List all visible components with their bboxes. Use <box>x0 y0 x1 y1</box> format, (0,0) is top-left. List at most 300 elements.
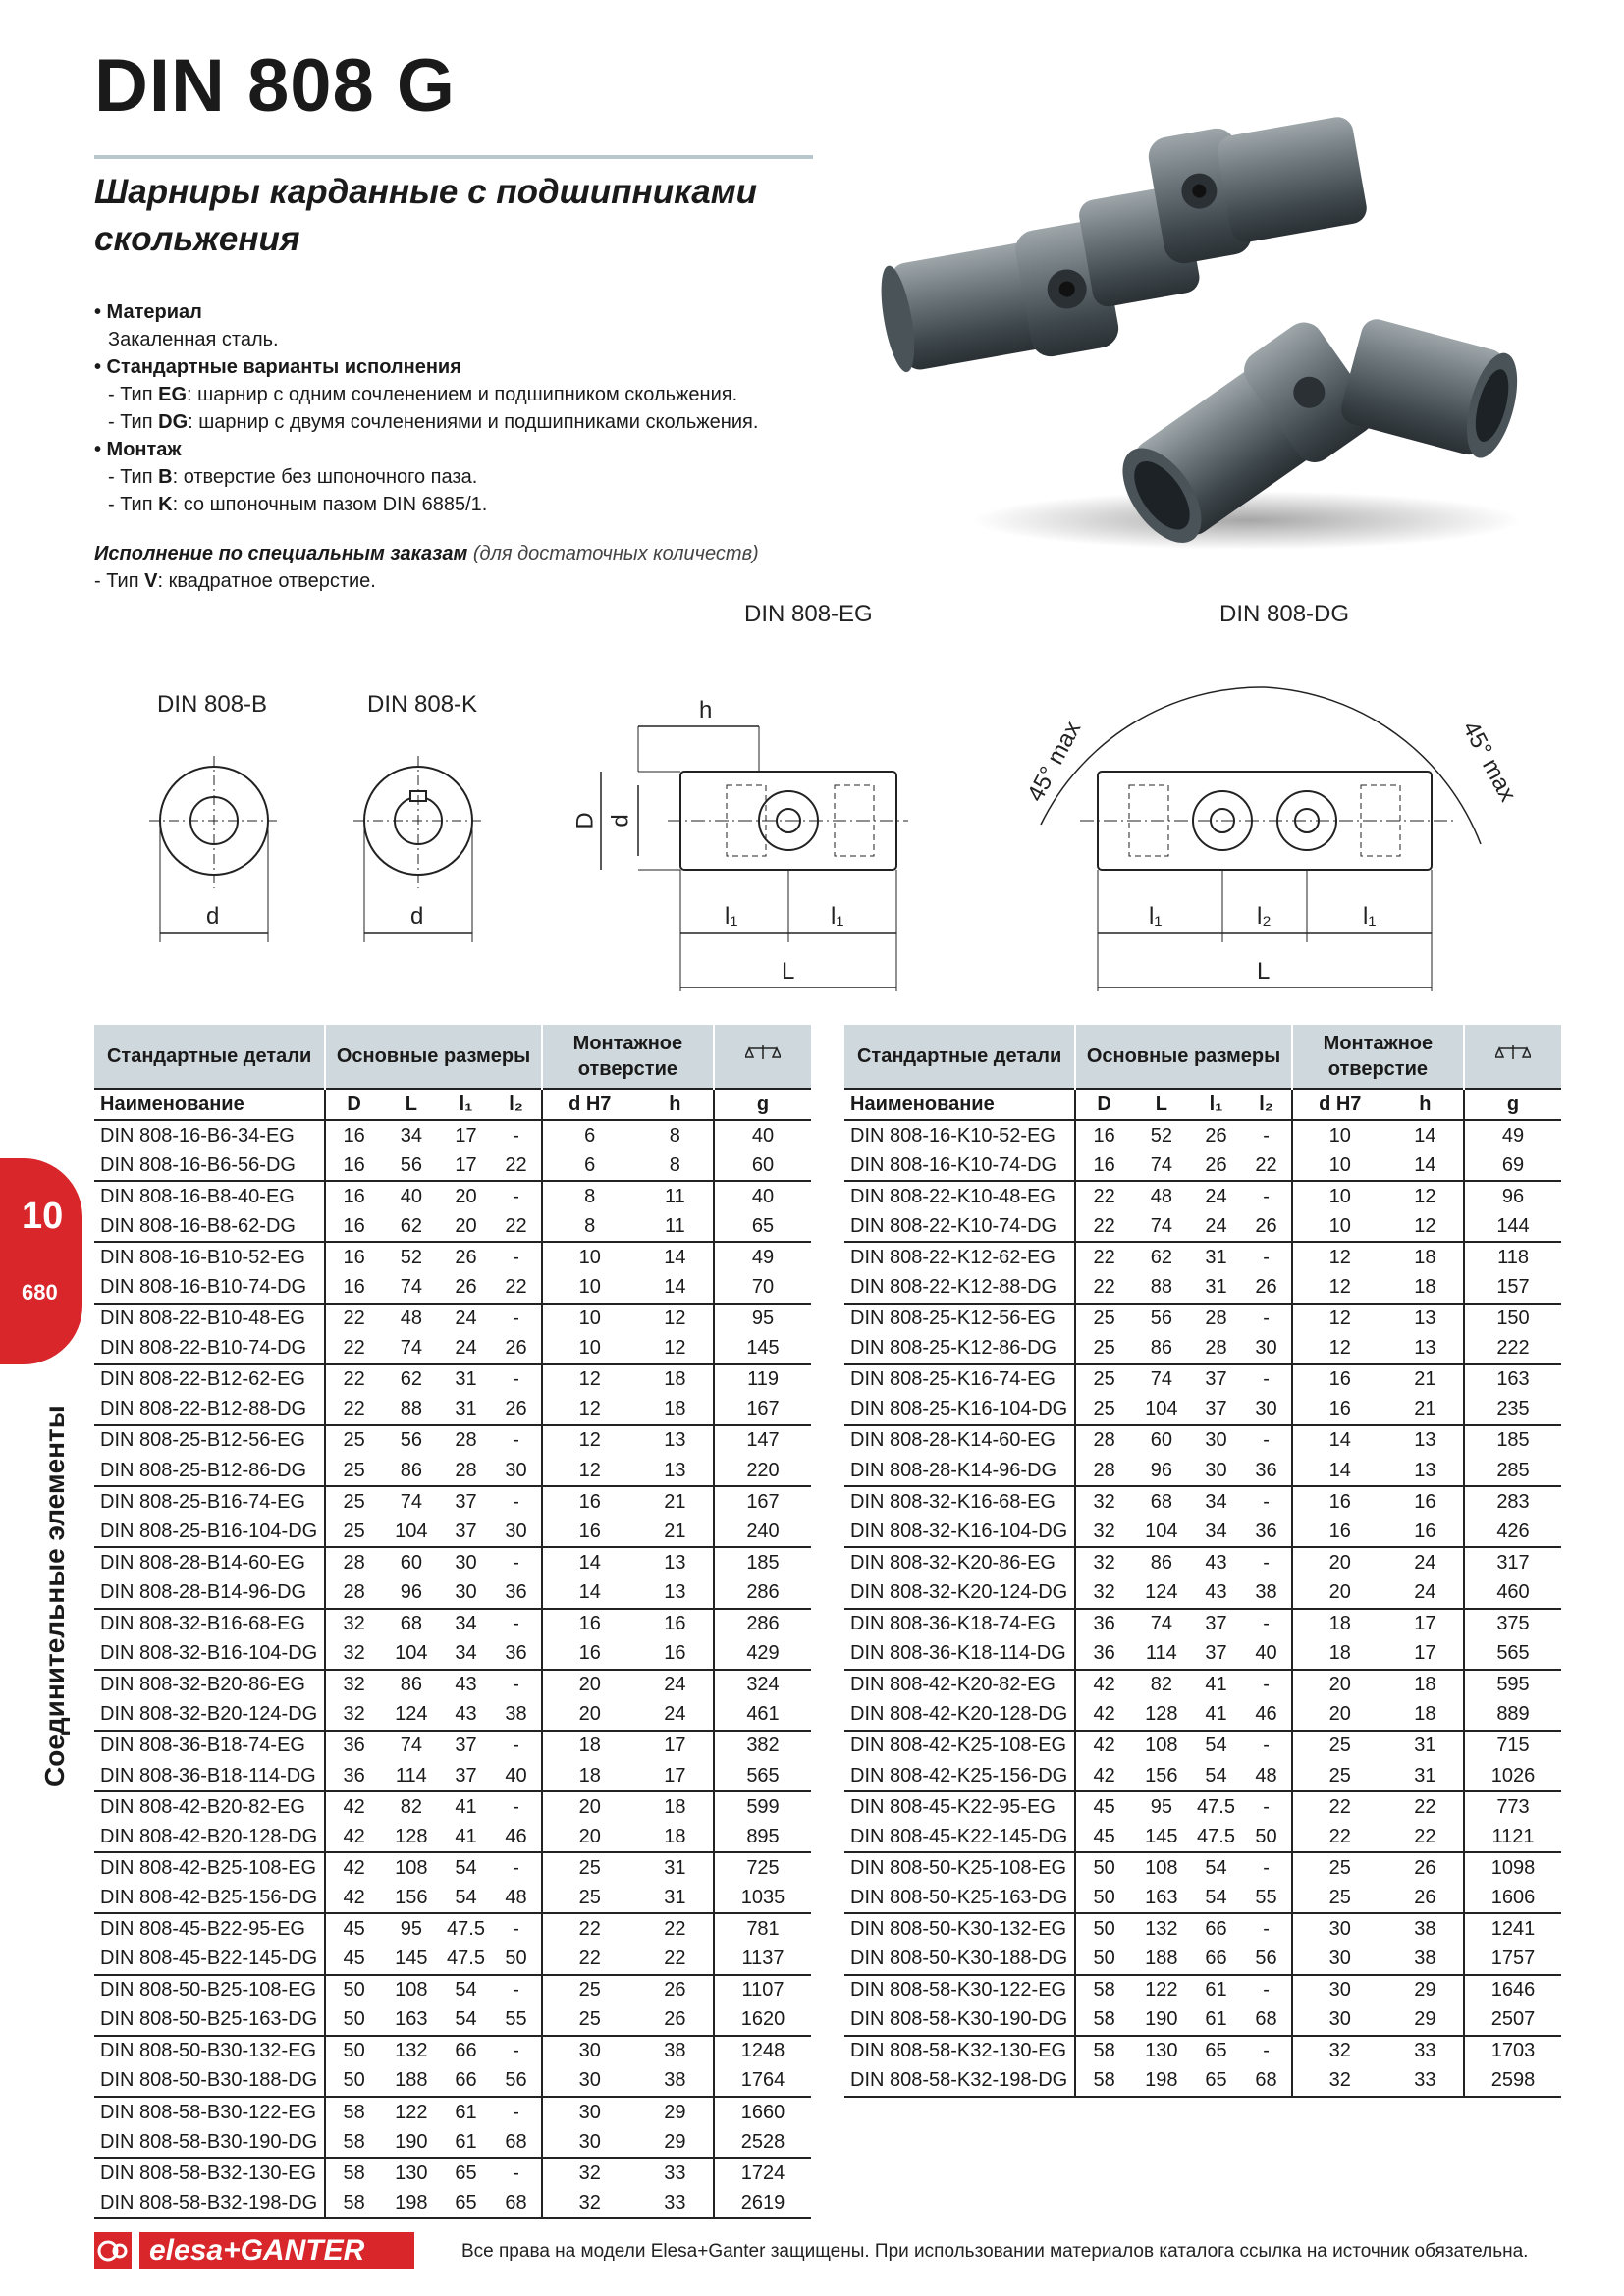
special-note: (для достаточных количеств) <box>472 543 759 564</box>
value-cell: 38 <box>1241 1577 1292 1608</box>
value-cell: 25 <box>1075 1364 1132 1395</box>
value-cell: 1646 <box>1464 1975 1561 2005</box>
value-cell: 461 <box>714 1700 811 1731</box>
value-cell: 10 <box>1292 1181 1387 1211</box>
value-cell: 34 <box>455 1613 477 1635</box>
table-row <box>844 1945 1561 1975</box>
part-name-cell: DIN 808-58-B30-122-EG <box>100 2101 317 2123</box>
table-row <box>844 1456 1561 1486</box>
value-cell: 46 <box>491 1822 542 1852</box>
value-cell: 56 <box>491 2066 542 2097</box>
value-cell: 188 <box>1132 1945 1191 1975</box>
value-cell: 28 <box>1075 1425 1132 1456</box>
value-cell: 86 <box>1150 1551 1172 1574</box>
value-cell: 50 <box>325 1975 382 2005</box>
table-row <box>94 1609 811 1639</box>
value-cell: 1703 <box>1464 2036 1561 2066</box>
value-cell: 48 <box>400 1308 422 1330</box>
value-cell: 37 <box>1205 1368 1227 1391</box>
value-cell: 82 <box>1150 1674 1172 1696</box>
part-name-cell: DIN 808-42-K20-128-DG <box>844 1700 1075 1731</box>
table-row <box>844 1852 1561 1883</box>
value-cell: 30 <box>1292 1913 1387 1944</box>
value-cell: 42 <box>325 1791 382 1822</box>
part-name-cell: DIN 808-42-K20-82-EG <box>850 1674 1056 1696</box>
value-cell: 13 <box>1387 1334 1464 1364</box>
value-cell: 47.5 <box>441 1945 492 1975</box>
value-cell: 12 <box>542 1364 637 1395</box>
value-cell: 12 <box>542 1456 637 1486</box>
value-cell: 50 <box>325 2036 382 2066</box>
value-cell: 54 <box>455 1979 477 2002</box>
value-cell: 10 <box>542 1272 637 1303</box>
table-row <box>94 1852 811 1883</box>
value-cell: 30 <box>455 1551 477 1574</box>
value-cell: 28 <box>441 1456 492 1486</box>
value-cell: 20 <box>1292 1670 1387 1700</box>
value-cell: 26 <box>491 1395 542 1425</box>
value-cell: 12 <box>1292 1272 1387 1303</box>
value-cell: 36 <box>325 1761 382 1791</box>
value-cell: 18 <box>1414 1674 1436 1696</box>
value-cell: 198 <box>382 2188 441 2218</box>
value-cell: 62 <box>382 1211 441 1242</box>
value-cell: 40 <box>491 1761 542 1791</box>
value-cell: 58 <box>1075 2066 1132 2097</box>
value-cell: 565 <box>714 1761 811 1791</box>
value-cell: 156 <box>382 1883 441 1913</box>
value-cell: 1606 <box>1464 1883 1561 1913</box>
table-row <box>94 1150 811 1181</box>
value-cell: 96 <box>382 1577 441 1608</box>
part-name-cell: DIN 808-32-B16-104-DG <box>94 1639 325 1670</box>
value-cell: 45 <box>325 1945 382 1975</box>
value-cell: 24 <box>1205 1185 1227 1207</box>
value-cell: 22 <box>1414 1795 1436 1818</box>
value-cell: 22 <box>1075 1272 1132 1303</box>
value-cell: 42 <box>1075 1731 1132 1761</box>
table-row <box>844 1364 1561 1395</box>
spec-table-b <box>94 1025 811 2219</box>
table-row <box>844 1120 1561 1150</box>
value-cell: 88 <box>1132 1272 1191 1303</box>
value-cell: 34 <box>441 1639 492 1670</box>
part-name-cell: DIN 808-36-B18-74-EG <box>100 1735 305 1757</box>
value-cell: 20 <box>542 1700 637 1731</box>
value-cell: 156 <box>1132 1761 1191 1791</box>
value-cell: 47.5 <box>1191 1822 1242 1852</box>
value-cell: 324 <box>714 1670 811 1700</box>
value-cell: 25 <box>325 1486 382 1517</box>
value-cell: 18 <box>637 1822 714 1852</box>
value-cell: 29 <box>637 2127 714 2158</box>
dim-L-eg: L <box>782 958 795 985</box>
feature-heading: • Материал <box>94 301 202 323</box>
table-row <box>94 2188 811 2218</box>
value-cell: 32 <box>1075 1517 1132 1547</box>
header-d-h7: d H7 <box>542 1089 637 1120</box>
header-mounting-hole: Монтажное отверстие <box>1292 1025 1464 1089</box>
value-cell: 47.5 <box>447 1917 485 1940</box>
value-cell: - <box>1263 1856 1270 1879</box>
value-cell: 58 <box>325 2097 382 2127</box>
value-cell: 42 <box>1075 1761 1132 1791</box>
value-cell: 33 <box>1414 2040 1436 2062</box>
value-cell: 95 <box>1150 1795 1172 1818</box>
value-cell: 16 <box>325 1120 382 1150</box>
part-name-cell: DIN 808-50-K30-188-DG <box>844 1945 1075 1975</box>
dim-D-eg: D <box>571 812 599 829</box>
part-name-cell: DIN 808-25-B12-56-EG <box>100 1429 305 1452</box>
value-cell: 31 <box>1191 1272 1242 1303</box>
table-row <box>844 1731 1561 1761</box>
value-cell: - <box>513 1613 519 1635</box>
value-cell: 36 <box>1075 1639 1132 1670</box>
value-cell: 66 <box>1191 1945 1242 1975</box>
value-cell: 62 <box>1150 1246 1172 1268</box>
value-cell: 595 <box>1464 1670 1561 1700</box>
dim-d-b: d <box>206 903 220 930</box>
value-cell: 32 <box>325 1670 382 1700</box>
value-cell: 46 <box>1241 1700 1292 1731</box>
value-cell: - <box>1263 1613 1270 1635</box>
value-cell: 16 <box>325 1242 382 1272</box>
value-cell: 36 <box>491 1577 542 1608</box>
table-row <box>94 1272 811 1303</box>
table-row <box>844 1670 1561 1700</box>
header-d-h7: d H7 <box>1292 1089 1387 1120</box>
value-cell: 36 <box>325 1731 382 1761</box>
value-cell: - <box>1263 1185 1270 1207</box>
value-cell: 40 <box>714 1181 811 1211</box>
value-cell: 21 <box>664 1490 686 1513</box>
value-cell: 725 <box>714 1852 811 1883</box>
header-l2: l₂ <box>491 1089 542 1120</box>
value-cell: 56 <box>400 1429 422 1452</box>
header-D: D <box>325 1089 382 1120</box>
value-cell: 12 <box>1292 1242 1387 1272</box>
value-cell: 42 <box>1075 1670 1132 1700</box>
value-cell: 31 <box>637 1883 714 1913</box>
value-cell: 286 <box>714 1577 811 1608</box>
value-cell: 37 <box>455 1490 477 1513</box>
value-cell: 66 <box>455 2040 477 2062</box>
value-cell: 16 <box>1292 1486 1387 1517</box>
value-cell: 54 <box>441 2005 492 2036</box>
value-cell: 13 <box>1414 1308 1436 1330</box>
value-cell: 28 <box>325 1577 382 1608</box>
dim-d-eg: d <box>607 814 634 828</box>
value-cell: - <box>513 1368 519 1391</box>
value-cell: 25 <box>542 2005 637 2036</box>
value-cell: 37 <box>1191 1395 1242 1425</box>
value-cell: 56 <box>382 1150 441 1181</box>
value-cell: 33 <box>637 2188 714 2218</box>
value-cell: 16 <box>325 1211 382 1242</box>
value-cell: 54 <box>1191 1761 1242 1791</box>
value-cell: - <box>513 1551 519 1574</box>
value-cell: 185 <box>1464 1425 1561 1456</box>
special-prefix: - Тип <box>94 570 145 592</box>
value-cell: - <box>1263 1429 1270 1452</box>
value-cell: 14 <box>542 1577 637 1608</box>
value-cell: 32 <box>325 1700 382 1731</box>
part-name-cell: DIN 808-32-B16-68-EG <box>100 1613 305 1635</box>
value-cell: - <box>1263 1308 1270 1330</box>
table-row <box>94 1120 811 1150</box>
value-cell: 25 <box>1292 1761 1387 1791</box>
value-cell: 58 <box>325 2127 382 2158</box>
value-cell: 30 <box>1292 1975 1387 2005</box>
label-eg: DIN 808-EG <box>744 601 873 627</box>
value-cell: 10 <box>542 1242 637 1272</box>
value-cell: 18 <box>637 1395 714 1425</box>
value-cell: 74 <box>1132 1211 1191 1242</box>
value-cell: 32 <box>325 1609 382 1639</box>
value-cell: 30 <box>1205 1429 1227 1452</box>
value-cell: 38 <box>1414 1917 1436 1940</box>
value-cell: 66 <box>1205 1917 1227 1940</box>
value-cell: 42 <box>325 1883 382 1913</box>
value-cell: - <box>1263 1368 1270 1391</box>
value-cell: 24 <box>1387 1577 1464 1608</box>
technical-drawings <box>0 0 1624 1021</box>
value-cell: 1026 <box>1464 1761 1561 1791</box>
value-cell: 128 <box>382 1822 441 1852</box>
value-cell: 58 <box>325 2188 382 2218</box>
part-name-cell: DIN 808-36-B18-114-DG <box>94 1761 325 1791</box>
table-row <box>844 1822 1561 1852</box>
part-name-cell: DIN 808-45-K22-145-DG <box>844 1822 1075 1852</box>
value-cell: 17 <box>1387 1639 1464 1670</box>
part-name-cell: DIN 808-25-K12-56-EG <box>850 1308 1056 1330</box>
value-cell: 16 <box>325 1181 382 1211</box>
part-name-cell: DIN 808-58-K32-130-EG <box>850 2040 1067 2062</box>
value-cell: 68 <box>1241 2066 1292 2097</box>
feature-item: - Тип K: со шпоночным пазом DIN 6885/1. <box>108 494 488 515</box>
value-cell: 65 <box>455 2162 477 2184</box>
dim-l1a-eg: l₁ <box>725 903 738 930</box>
value-cell: 10 <box>542 1304 637 1334</box>
value-cell: - <box>1263 1979 1270 2002</box>
value-cell: 74 <box>382 1272 441 1303</box>
value-cell: 14 <box>637 1272 714 1303</box>
value-cell: 22 <box>491 1150 542 1181</box>
part-name-cell: DIN 808-32-K20-124-DG <box>844 1577 1075 1608</box>
value-cell: 8 <box>542 1211 637 1242</box>
table-row <box>844 2066 1561 2097</box>
part-name-cell: DIN 808-58-K30-122-EG <box>850 1979 1067 2002</box>
value-cell: 14 <box>542 1547 637 1577</box>
value-cell: 1098 <box>1464 1852 1561 1883</box>
value-cell: 43 <box>1205 1551 1227 1574</box>
value-cell: 18 <box>664 1795 686 1818</box>
value-cell: 37 <box>455 1735 477 1757</box>
value-cell: 30 <box>1191 1456 1242 1486</box>
part-name-cell: DIN 808-22-K12-88-DG <box>844 1272 1075 1303</box>
table-row <box>844 1150 1561 1181</box>
header-main-dimensions: Основные размеры <box>1075 1025 1292 1089</box>
value-cell: 28 <box>1191 1334 1242 1364</box>
part-name-cell: DIN 808-22-B12-88-DG <box>94 1395 325 1425</box>
part-name-cell: DIN 808-58-B30-190-DG <box>94 2127 325 2158</box>
value-cell: 96 <box>1132 1456 1191 1486</box>
table-row <box>844 1304 1561 1334</box>
value-cell: 20 <box>441 1211 492 1242</box>
value-cell: 26 <box>441 1272 492 1303</box>
value-cell: 60 <box>714 1150 811 1181</box>
part-name-cell: DIN 808-58-K32-198-DG <box>844 2066 1075 2097</box>
special-desc: : квадратное отверстие. <box>157 570 376 592</box>
value-cell: 22 <box>1241 1150 1292 1181</box>
value-cell: 163 <box>1132 1883 1191 1913</box>
value-cell: 895 <box>714 1822 811 1852</box>
value-cell: 12 <box>1387 1211 1464 1242</box>
table-row <box>94 1425 811 1456</box>
value-cell: 220 <box>714 1456 811 1486</box>
section-name: Соединительные элементы <box>39 1405 70 1787</box>
value-cell: - <box>513 1246 519 1268</box>
value-cell: 30 <box>542 2066 637 2097</box>
value-cell: 16 <box>1075 1150 1132 1181</box>
header-g: g <box>714 1089 811 1120</box>
value-cell: 145 <box>1132 1822 1191 1852</box>
value-cell: 43 <box>1191 1577 1242 1608</box>
value-cell: 40 <box>714 1120 811 1150</box>
value-cell: 147 <box>714 1425 811 1456</box>
value-cell: 17 <box>664 1735 686 1757</box>
value-cell: 38 <box>491 1700 542 1731</box>
value-cell: 1724 <box>714 2158 811 2188</box>
value-cell: 10 <box>1292 1211 1387 1242</box>
value-cell: - <box>513 1856 519 1879</box>
value-cell: 240 <box>714 1517 811 1547</box>
table-row <box>844 1425 1561 1456</box>
value-cell: 38 <box>637 2066 714 2097</box>
value-cell: 13 <box>1414 1429 1436 1452</box>
value-cell: 285 <box>1464 1456 1561 1486</box>
part-name-cell: DIN 808-22-B10-74-DG <box>94 1334 325 1364</box>
value-cell: 235 <box>1464 1395 1561 1425</box>
value-cell: 108 <box>1145 1856 1178 1879</box>
feature-item: - Тип B: отверстие без шпоночного паза. <box>108 466 478 488</box>
header-standard-parts: Стандартные детали <box>94 1025 325 1089</box>
value-cell: 1107 <box>714 1975 811 2005</box>
value-cell: 68 <box>1150 1490 1172 1513</box>
value-cell: 198 <box>1132 2066 1191 2097</box>
part-name-cell: DIN 808-28-B14-60-EG <box>100 1551 305 1574</box>
value-cell: 25 <box>325 1456 382 1486</box>
value-cell: 30 <box>542 2036 637 2066</box>
table-row <box>94 1975 811 2005</box>
value-cell: - <box>513 1124 519 1147</box>
value-cell: 20 <box>1292 1547 1387 1577</box>
value-cell: 426 <box>1464 1517 1561 1547</box>
value-cell: 86 <box>1132 1334 1191 1364</box>
value-cell: 1620 <box>714 2005 811 2036</box>
value-cell: 34 <box>400 1124 422 1147</box>
table-row <box>94 1456 811 1486</box>
value-cell: 26 <box>1191 1150 1242 1181</box>
value-cell: 22 <box>325 1395 382 1425</box>
value-cell: 22 <box>491 1272 542 1303</box>
value-cell: 14 <box>1387 1150 1464 1181</box>
header-h: h <box>637 1089 714 1120</box>
value-cell: 12 <box>637 1334 714 1364</box>
table-row <box>94 1670 811 1700</box>
value-cell: 382 <box>714 1731 811 1761</box>
value-cell: 18 <box>1292 1609 1387 1639</box>
value-cell: 25 <box>325 1425 382 1456</box>
value-cell: 50 <box>1075 1883 1132 1913</box>
part-name-cell: DIN 808-42-B20-82-EG <box>100 1795 305 1818</box>
value-cell: 283 <box>1464 1486 1561 1517</box>
value-cell: 163 <box>382 2005 441 2036</box>
value-cell: 145 <box>714 1334 811 1364</box>
value-cell: 52 <box>400 1246 422 1268</box>
table-row <box>844 1577 1561 1608</box>
value-cell: 41 <box>1205 1674 1227 1696</box>
value-cell: 25 <box>542 1852 637 1883</box>
value-cell: 37 <box>1205 1613 1227 1635</box>
value-cell: 167 <box>714 1486 811 1517</box>
part-name-cell: DIN 808-50-B30-188-DG <box>94 2066 325 2097</box>
value-cell: 12 <box>542 1425 637 1456</box>
value-cell: 54 <box>441 1883 492 1913</box>
value-cell: 12 <box>542 1395 637 1425</box>
value-cell: 31 <box>664 1856 686 1879</box>
value-cell: 2528 <box>714 2127 811 2158</box>
header-D: D <box>1075 1089 1132 1120</box>
value-cell: 26 <box>1241 1272 1292 1303</box>
header-name: Наименование <box>844 1089 1075 1120</box>
header-standard-parts: Стандартные детали <box>844 1025 1075 1089</box>
value-cell: 74 <box>382 1334 441 1364</box>
dim-d-k: d <box>410 903 424 930</box>
value-cell: 29 <box>1414 1979 1436 2002</box>
value-cell: - <box>513 2040 519 2062</box>
value-cell: 14 <box>1292 1456 1387 1486</box>
value-cell: 82 <box>400 1795 422 1818</box>
value-cell: 108 <box>1145 1735 1178 1757</box>
value-cell: 429 <box>714 1639 811 1670</box>
value-cell: 61 <box>455 2101 477 2123</box>
dim-L-dg: L <box>1257 958 1271 985</box>
value-cell: 565 <box>1464 1639 1561 1670</box>
value-cell: 128 <box>1132 1700 1191 1731</box>
value-cell: 24 <box>455 1308 477 1330</box>
value-cell: 2619 <box>714 2188 811 2218</box>
value-cell: 16 <box>542 1639 637 1670</box>
value-cell: 41 <box>441 1822 492 1852</box>
dim-l1b-dg: l₁ <box>1363 903 1377 930</box>
table-row <box>94 1791 811 1822</box>
value-cell: 8 <box>637 1150 714 1181</box>
value-cell: 38 <box>664 2040 686 2062</box>
value-cell: 68 <box>491 2188 542 2218</box>
value-cell: 16 <box>1292 1364 1387 1395</box>
page-subtitle: Шарниры карданные с подшипниками скольжения <box>94 173 757 258</box>
value-cell: 150 <box>1464 1304 1561 1334</box>
value-cell: 20 <box>542 1791 637 1822</box>
table-row <box>844 1486 1561 1517</box>
header-l2: l₂ <box>1241 1089 1292 1120</box>
value-cell: 86 <box>400 1674 422 1696</box>
value-cell: 16 <box>1387 1517 1464 1547</box>
header-L: L <box>382 1089 441 1120</box>
value-cell: 1660 <box>714 2097 811 2127</box>
value-cell: 16 <box>325 1150 382 1181</box>
